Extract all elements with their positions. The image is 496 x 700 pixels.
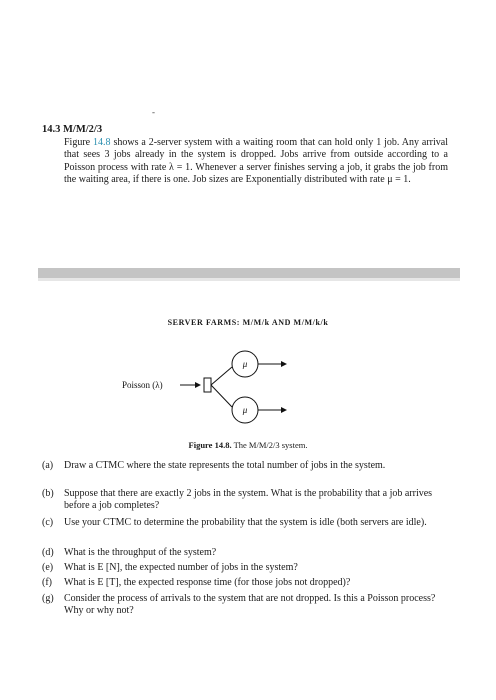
question-label: (a) xyxy=(42,460,54,471)
server-2-rate: μ xyxy=(242,405,248,415)
question-label: (b) xyxy=(42,488,54,499)
routing-line-upper xyxy=(211,367,232,385)
question-label: (c) xyxy=(42,517,54,528)
question-g xyxy=(42,593,452,618)
arrival-label: Poisson (λ) xyxy=(122,380,163,390)
page-separator-band xyxy=(38,268,460,278)
figure-caption-number: Figure 14.8. xyxy=(188,440,232,450)
question-text: Consider the process of arrivals to the system that are not dropped. Is this a Poisson process? Why or why not? xyxy=(64,593,436,617)
question-text: What is E [N], the expected number of jobs in the system? xyxy=(64,562,298,573)
problem-intro xyxy=(64,137,448,187)
queue-diagram-svg xyxy=(120,344,320,428)
intro-text-rest: shows a 2-server system with a waiting room that can hold only 1 job. Any arrival that sees 3 jobs already in the system is dropped. Jobs arrive from outside according to a Poisson process with rate λ = 1. Whenever a server finishes serving a job, it grabs the job from the waiting area, if there is one. Job sizes are Exponentially distributed with rate μ = 1. xyxy=(64,137,448,186)
routing-line-lower xyxy=(211,385,232,407)
waiting-room-slot xyxy=(204,378,211,392)
question-a xyxy=(42,460,452,472)
page-separator-highlight xyxy=(38,278,460,281)
question-text: Draw a CTMC where the state represents the total number of jobs in the system. xyxy=(64,460,386,471)
stray-mark: - xyxy=(152,107,155,117)
figure-caption-text: The M/M/2/3 system. xyxy=(231,440,308,450)
running-header: SERVER FARMS: M/M/k AND M/M/k/k xyxy=(167,318,329,327)
question-label: (f) xyxy=(42,577,52,588)
queue-diagram xyxy=(120,344,320,428)
question-d xyxy=(42,547,452,559)
question-text: What is the throughput of the system? xyxy=(64,547,217,558)
question-text: What is E [T], the expected response time (for those jobs not dropped)? xyxy=(64,577,351,588)
figure-reference-link[interactable]: 14.8 xyxy=(93,137,111,148)
question-label: (e) xyxy=(42,562,54,573)
question-e xyxy=(42,562,452,574)
server-1-rate: μ xyxy=(242,359,248,369)
question-label: (g) xyxy=(42,593,54,604)
question-text: Suppose that there are exactly 2 jobs in the system. What is the probability that a job arrives before a job completes? xyxy=(64,488,433,512)
question-c xyxy=(42,517,452,529)
question-f xyxy=(42,577,452,589)
problem-heading: 14.3 M/M/2/3 xyxy=(42,124,103,135)
intro-text-start: Figure xyxy=(64,137,94,148)
question-b xyxy=(42,488,452,513)
question-label: (d) xyxy=(42,547,54,558)
figure-caption xyxy=(0,440,496,450)
question-text: Use your CTMC to determine the probability that the system is idle (both servers are idle). xyxy=(64,517,427,528)
